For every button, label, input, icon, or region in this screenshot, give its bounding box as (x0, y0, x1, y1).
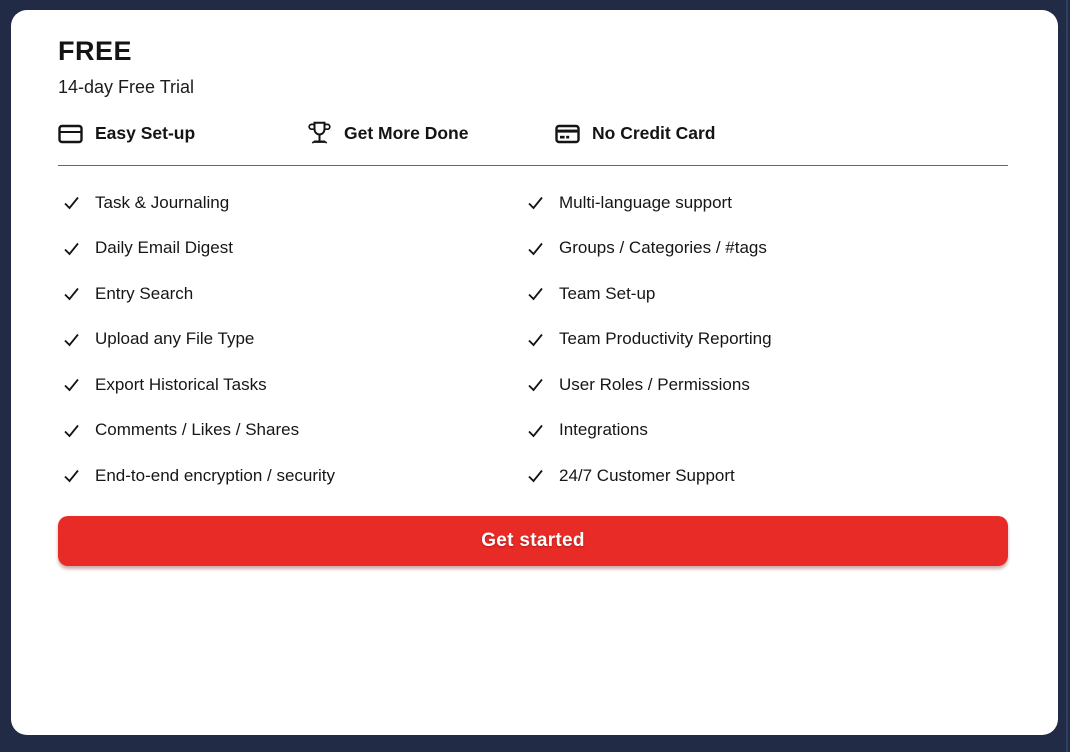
features-grid (58, 180, 1008, 499)
feature-item (58, 317, 522, 363)
badge-label: Get More Done (344, 123, 469, 144)
window-edge (1066, 0, 1068, 752)
divider (58, 165, 1008, 166)
credit-card-icon (555, 124, 580, 144)
feature-label: 24/7 Customer Support (559, 465, 735, 485)
check-icon (62, 239, 81, 258)
check-icon (62, 284, 81, 303)
check-icon (526, 284, 545, 303)
pricing-card (11, 10, 1058, 735)
feature-item (58, 362, 522, 408)
features-column-left (58, 180, 522, 499)
check-icon (526, 466, 545, 485)
feature-item (522, 362, 1008, 408)
feature-label: User Roles / Permissions (559, 374, 750, 394)
feature-label: Team Set-up (559, 283, 656, 303)
check-icon (526, 193, 545, 212)
feature-label: Multi-language support (559, 192, 732, 212)
feature-label: Entry Search (95, 283, 194, 303)
feature-label: Integrations (559, 420, 648, 440)
check-icon (62, 466, 81, 485)
check-icon (526, 375, 545, 394)
plan-title: FREE (58, 36, 133, 66)
feature-label: Export Historical Tasks (95, 374, 267, 394)
feature-item (58, 271, 522, 317)
feature-label: Daily Email Digest (95, 238, 233, 258)
feature-label: Task & Journaling (95, 192, 230, 212)
feature-label: Team Productivity Reporting (559, 329, 772, 349)
check-icon (62, 330, 81, 349)
check-icon (62, 421, 81, 440)
badge-label: Easy Set-up (95, 123, 196, 144)
feature-item (58, 408, 522, 454)
check-icon (62, 375, 81, 394)
feature-label: Comments / Likes / Shares (95, 420, 300, 440)
feature-item (522, 226, 1008, 272)
feature-item (522, 317, 1008, 363)
check-icon (526, 330, 545, 349)
feature-label: Upload any File Type (95, 329, 255, 349)
feature-item (58, 453, 522, 499)
feature-item (522, 408, 1008, 454)
check-icon (526, 421, 545, 440)
check-icon (62, 193, 81, 212)
trophy-icon (307, 121, 332, 146)
badge (307, 121, 555, 146)
badge-label: No Credit Card (592, 123, 716, 144)
feature-item (522, 271, 1008, 317)
check-icon (526, 239, 545, 258)
feature-item (522, 180, 1008, 226)
plan-subtitle: 14-day Free Trial (58, 77, 195, 98)
feature-label: End-to-end encryption / security (95, 465, 336, 485)
feature-item (58, 180, 522, 226)
feature-label: Groups / Categories / #tags (559, 238, 767, 258)
browser-window-icon (58, 124, 83, 144)
badge (58, 123, 307, 144)
badges-row (58, 121, 1008, 146)
get-started-button[interactable]: Get started (58, 516, 1008, 566)
feature-item (522, 453, 1008, 499)
badge (555, 123, 1008, 144)
feature-item (58, 226, 522, 272)
features-column-right (522, 180, 1008, 499)
